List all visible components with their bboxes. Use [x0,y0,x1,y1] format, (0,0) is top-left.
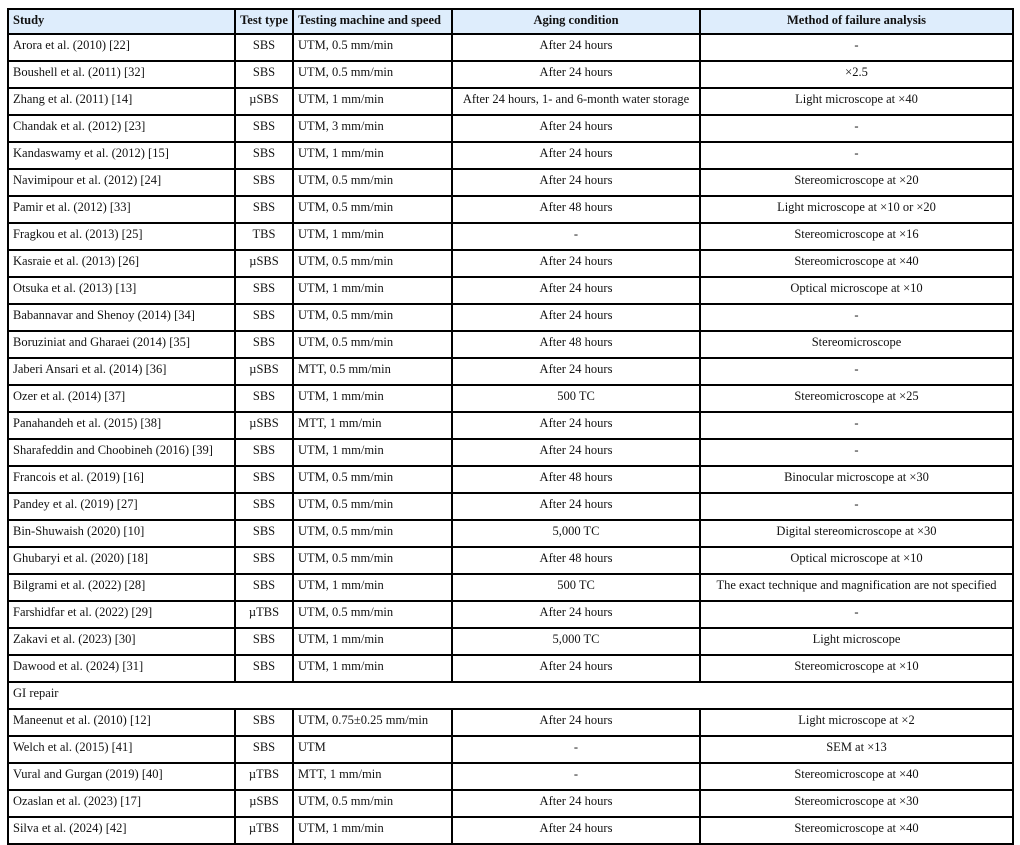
cell-study: Otsuka et al. (2013) [13] [8,277,235,304]
cell-study: Navimipour et al. (2012) [24] [8,169,235,196]
cell-testing-machine: UTM, 1 mm/min [293,439,452,466]
cell-testing-machine: UTM, 1 mm/min [293,628,452,655]
cell-study: Fragkou et al. (2013) [25] [8,223,235,250]
cell-aging-condition: After 24 hours [452,304,700,331]
cell-aging-condition: After 24 hours [452,169,700,196]
cell-testing-machine: UTM, 0.5 mm/min [293,169,452,196]
cell-aging-condition: After 24 hours [452,250,700,277]
cell-failure-analysis: - [700,142,1013,169]
cell-test-type: µSBS [235,250,293,277]
cell-failure-analysis: - [700,34,1013,61]
cell-study: Pandey et al. (2019) [27] [8,493,235,520]
cell-aging-condition: 500 TC [452,574,700,601]
table-row [8,61,1013,88]
cell-testing-machine: UTM, 0.5 mm/min [293,790,452,817]
cell-failure-analysis: - [700,493,1013,520]
cell-study: Kasraie et al. (2013) [26] [8,250,235,277]
cell-aging-condition: After 24 hours [452,115,700,142]
cell-testing-machine: MTT, 0.5 mm/min [293,358,452,385]
table-header-row [8,9,1013,34]
cell-testing-machine: UTM, 0.5 mm/min [293,466,452,493]
cell-testing-machine: UTM, 0.5 mm/min [293,547,452,574]
cell-aging-condition: 5,000 TC [452,520,700,547]
cell-aging-condition: After 24 hours [452,439,700,466]
cell-failure-analysis: Stereomicroscope at ×40 [700,763,1013,790]
cell-study: Boushell et al. (2011) [32] [8,61,235,88]
cell-test-type: µSBS [235,358,293,385]
cell-testing-machine: UTM, 1 mm/min [293,88,452,115]
table-row [8,88,1013,115]
cell-failure-analysis: The exact technique and magnification are not specified [700,574,1013,601]
cell-study: Ozer et al. (2014) [37] [8,385,235,412]
cell-testing-machine: UTM [293,736,452,763]
cell-failure-analysis: Stereomicroscope at ×20 [700,169,1013,196]
cell-aging-condition: After 24 hours [452,655,700,682]
cell-testing-machine: UTM, 1 mm/min [293,655,452,682]
cell-test-type: µTBS [235,763,293,790]
cell-test-type: SBS [235,169,293,196]
cell-aging-condition: 500 TC [452,385,700,412]
cell-aging-condition: After 24 hours [452,358,700,385]
cell-testing-machine: UTM, 0.5 mm/min [293,61,452,88]
cell-failure-analysis: Stereomicroscope at ×10 [700,655,1013,682]
cell-aging-condition: After 48 hours [452,466,700,493]
cell-aging-condition: After 48 hours [452,196,700,223]
cell-failure-analysis: SEM at ×13 [700,736,1013,763]
table-row [8,250,1013,277]
table-row [8,385,1013,412]
cell-test-type: SBS [235,196,293,223]
cell-testing-machine: UTM, 1 mm/min [293,574,452,601]
cell-aging-condition: - [452,223,700,250]
cell-study: Dawood et al. (2024) [31] [8,655,235,682]
header-failure-analysis: Method of failure analysis [700,9,1013,34]
cell-failure-analysis: Stereomicroscope at ×30 [700,790,1013,817]
table-body [8,34,1013,682]
cell-failure-analysis: Light microscope [700,628,1013,655]
cell-test-type: SBS [235,142,293,169]
cell-aging-condition: After 24 hours [452,790,700,817]
cell-test-type: SBS [235,574,293,601]
cell-study: Maneenut et al. (2010) [12] [8,709,235,736]
cell-test-type: SBS [235,466,293,493]
cell-aging-condition: After 24 hours [452,709,700,736]
cell-test-type: µSBS [235,88,293,115]
cell-testing-machine: MTT, 1 mm/min [293,412,452,439]
table-row [8,574,1013,601]
cell-testing-machine: UTM, 3 mm/min [293,115,452,142]
header-testing-machine: Testing machine and speed [293,9,452,34]
cell-failure-analysis: Light microscope at ×40 [700,88,1013,115]
table-row [8,655,1013,682]
cell-test-type: SBS [235,547,293,574]
cell-failure-analysis: Stereomicroscope at ×25 [700,385,1013,412]
table-row [8,547,1013,574]
cell-study: Arora et al. (2010) [22] [8,34,235,61]
cell-study: Zhang et al. (2011) [14] [8,88,235,115]
cell-study: Pamir et al. (2012) [33] [8,196,235,223]
cell-testing-machine: UTM, 0.5 mm/min [293,601,452,628]
cell-aging-condition: After 24 hours [452,34,700,61]
table-row [8,358,1013,385]
table-row [8,412,1013,439]
cell-test-type: SBS [235,493,293,520]
cell-testing-machine: UTM, 0.5 mm/min [293,520,452,547]
cell-study: Zakavi et al. (2023) [30] [8,628,235,655]
cell-study: Sharafeddin and Choobineh (2016) [39] [8,439,235,466]
cell-aging-condition: After 24 hours [452,277,700,304]
cell-test-type: SBS [235,709,293,736]
cell-testing-machine: UTM, 1 mm/min [293,817,452,844]
cell-study: Farshidfar et al. (2022) [29] [8,601,235,628]
cell-aging-condition: After 24 hours, 1- and 6-month water storage [452,88,700,115]
cell-testing-machine: UTM, 1 mm/min [293,223,452,250]
cell-test-type: SBS [235,61,293,88]
cell-study: Babannavar and Shenoy (2014) [34] [8,304,235,331]
studies-table [7,8,1014,845]
cell-aging-condition: After 24 hours [452,412,700,439]
cell-test-type: µSBS [235,790,293,817]
cell-failure-analysis: - [700,439,1013,466]
cell-failure-analysis: - [700,601,1013,628]
cell-study: Francois et al. (2019) [16] [8,466,235,493]
cell-failure-analysis: Light microscope at ×2 [700,709,1013,736]
table-row [8,709,1013,736]
cell-testing-machine: UTM, 0.5 mm/min [293,331,452,358]
section-label: GI repair [8,682,1013,709]
cell-aging-condition: After 24 hours [452,601,700,628]
cell-aging-condition: After 24 hours [452,142,700,169]
table-row [8,736,1013,763]
cell-test-type: SBS [235,34,293,61]
table-row [8,493,1013,520]
cell-study: Vural and Gurgan (2019) [40] [8,763,235,790]
table-row [8,817,1013,844]
table-row [8,763,1013,790]
cell-test-type: SBS [235,277,293,304]
cell-study: Ozaslan et al. (2023) [17] [8,790,235,817]
table-row [8,439,1013,466]
table-row [8,169,1013,196]
table-row [8,115,1013,142]
cell-failure-analysis: - [700,412,1013,439]
cell-study: Welch et al. (2015) [41] [8,736,235,763]
cell-failure-analysis: Digital stereomicroscope at ×30 [700,520,1013,547]
cell-test-type: SBS [235,736,293,763]
cell-study: Jaberi Ansari et al. (2014) [36] [8,358,235,385]
cell-failure-analysis: - [700,358,1013,385]
cell-aging-condition: After 24 hours [452,817,700,844]
header-study: Study [8,9,235,34]
cell-testing-machine: MTT, 1 mm/min [293,763,452,790]
table-row [8,628,1013,655]
cell-testing-machine: UTM, 0.5 mm/min [293,196,452,223]
cell-study: Silva et al. (2024) [42] [8,817,235,844]
cell-study: Panahandeh et al. (2015) [38] [8,412,235,439]
header-aging-condition: Aging condition [452,9,700,34]
cell-aging-condition: - [452,736,700,763]
cell-testing-machine: UTM, 0.5 mm/min [293,493,452,520]
cell-study: Boruziniat and Gharaei (2014) [35] [8,331,235,358]
cell-failure-analysis: Stereomicroscope [700,331,1013,358]
table-row [8,223,1013,250]
cell-aging-condition: After 24 hours [452,493,700,520]
cell-aging-condition: - [452,763,700,790]
gi-repair-section [8,682,1013,709]
table-row [8,466,1013,493]
cell-testing-machine: UTM, 0.75±0.25 mm/min [293,709,452,736]
cell-failure-analysis: ×2.5 [700,61,1013,88]
cell-testing-machine: UTM, 0.5 mm/min [293,34,452,61]
table-row [8,277,1013,304]
table-row [8,34,1013,61]
cell-failure-analysis: Light microscope at ×10 or ×20 [700,196,1013,223]
cell-test-type: SBS [235,628,293,655]
cell-test-type: SBS [235,439,293,466]
table-row [8,601,1013,628]
table-row [8,331,1013,358]
table-row [8,520,1013,547]
section-header-row [8,682,1013,709]
cell-failure-analysis: Stereomicroscope at ×40 [700,250,1013,277]
cell-test-type: SBS [235,520,293,547]
cell-aging-condition: After 48 hours [452,547,700,574]
cell-testing-machine: UTM, 0.5 mm/min [293,304,452,331]
cell-failure-analysis: Optical microscope at ×10 [700,277,1013,304]
cell-aging-condition: After 24 hours [452,61,700,88]
cell-failure-analysis: Stereomicroscope at ×40 [700,817,1013,844]
table-row [8,196,1013,223]
table-row [8,790,1013,817]
cell-test-type: SBS [235,331,293,358]
table-row [8,142,1013,169]
cell-aging-condition: After 48 hours [452,331,700,358]
cell-test-type: SBS [235,655,293,682]
cell-study: Ghubaryi et al. (2020) [18] [8,547,235,574]
cell-study: Chandak et al. (2012) [23] [8,115,235,142]
cell-test-type: µSBS [235,412,293,439]
cell-test-type: SBS [235,385,293,412]
cell-aging-condition: 5,000 TC [452,628,700,655]
cell-study: Kandaswamy et al. (2012) [15] [8,142,235,169]
cell-test-type: SBS [235,304,293,331]
cell-test-type: µTBS [235,817,293,844]
header-test-type: Test type [235,9,293,34]
cell-failure-analysis: Stereomicroscope at ×16 [700,223,1013,250]
cell-test-type: µTBS [235,601,293,628]
cell-testing-machine: UTM, 1 mm/min [293,277,452,304]
cell-test-type: TBS [235,223,293,250]
cell-study: Bin-Shuwaish (2020) [10] [8,520,235,547]
cell-failure-analysis: Binocular microscope at ×30 [700,466,1013,493]
cell-failure-analysis: - [700,304,1013,331]
cell-failure-analysis: - [700,115,1013,142]
cell-testing-machine: UTM, 0.5 mm/min [293,250,452,277]
cell-testing-machine: UTM, 1 mm/min [293,385,452,412]
table-row [8,304,1013,331]
cell-failure-analysis: Optical microscope at ×10 [700,547,1013,574]
cell-testing-machine: UTM, 1 mm/min [293,142,452,169]
cell-test-type: SBS [235,115,293,142]
cell-study: Bilgrami et al. (2022) [28] [8,574,235,601]
